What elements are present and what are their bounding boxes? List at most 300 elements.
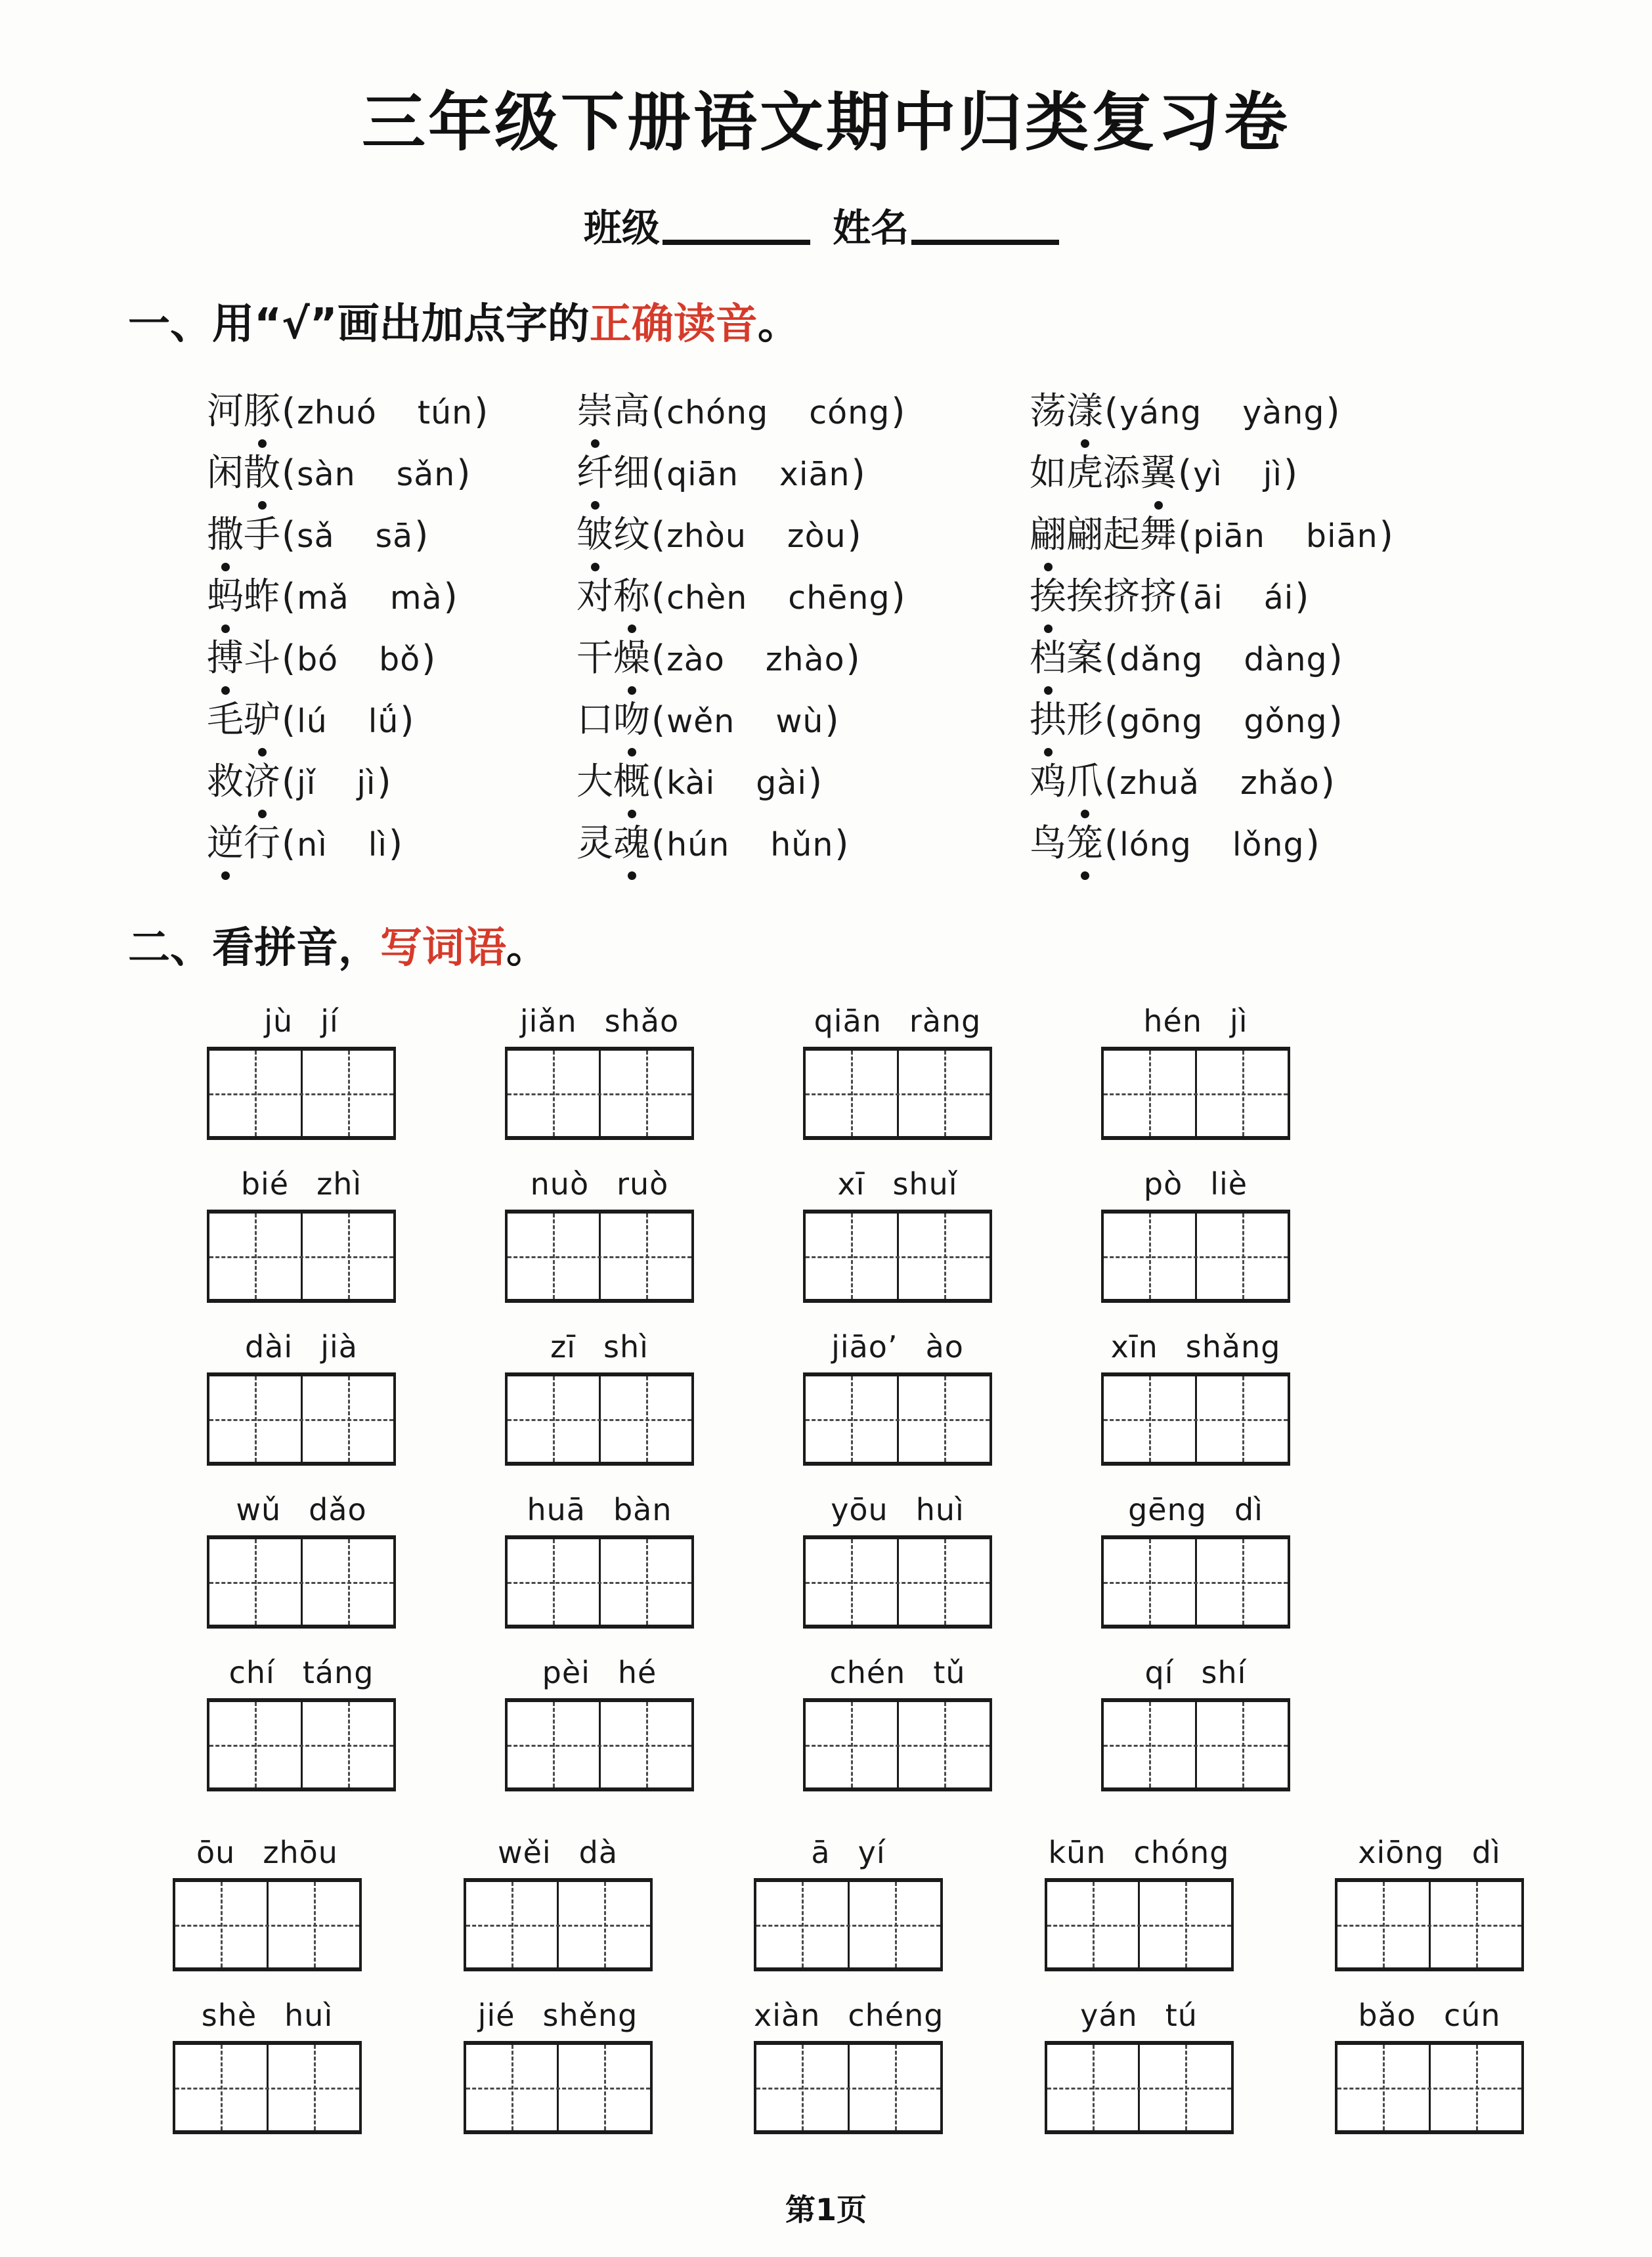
pinyin-syllable-2: chéng: [848, 1998, 944, 2033]
character-box-cell[interactable]: [756, 2045, 850, 2130]
character-box-cell[interactable]: [1104, 1539, 1197, 1625]
character-box-cell[interactable]: [175, 1882, 269, 1967]
character-box-cell[interactable]: [601, 1051, 692, 1136]
open-paren: (: [282, 823, 296, 864]
pinyin-syllable-2: táng: [302, 1655, 374, 1690]
open-paren: (: [282, 761, 296, 802]
word-item: [576, 814, 1030, 876]
pinyin-label: [803, 1329, 992, 1372]
pinyin-syllable-1: bié: [240, 1166, 290, 1202]
character-box-cell[interactable]: [559, 2045, 650, 2130]
word-item: [1030, 382, 1652, 444]
writing-box-group: [464, 2041, 653, 2134]
writing-box-group: [1335, 1878, 1524, 1971]
close-paren: ): [891, 391, 905, 432]
word-group: [1101, 1166, 1290, 1303]
character-box-cell[interactable]: [806, 1539, 899, 1625]
word-group: [505, 1003, 694, 1140]
pinyin-option-2[interactable]: sā: [375, 517, 414, 555]
writing-box-group: [1101, 1535, 1290, 1629]
dotted-character: 称: [613, 567, 650, 620]
dotted-character: 崇: [576, 382, 613, 435]
character-box-cell[interactable]: [466, 2045, 559, 2130]
writing-box-group: [803, 1047, 992, 1140]
pinyin-syllable-1: qí: [1144, 1655, 1174, 1690]
character: 翩: [1066, 514, 1103, 556]
page-number: 第1页: [785, 2192, 867, 2227]
dotted-character: 挨: [1030, 567, 1066, 620]
character-box-cell[interactable]: [601, 1539, 692, 1625]
pinyin-syllable-2: jí: [320, 1003, 339, 1039]
pinyin-syllable-2: huì: [284, 1998, 334, 2033]
pinyin-label: [803, 1655, 992, 1698]
character-box-cell[interactable]: [209, 1539, 303, 1625]
character-box-cell[interactable]: [303, 1214, 394, 1299]
character-box-cell[interactable]: [508, 1214, 601, 1299]
pinyin-syllable-2: dì: [1471, 1835, 1501, 1870]
pinyin-option-1[interactable]: wěn: [666, 703, 735, 740]
pinyin-label: [1101, 1003, 1290, 1047]
character-box-cell[interactable]: [1140, 1882, 1231, 1967]
word-group: [803, 1655, 992, 1791]
character-box-cell[interactable]: [899, 1051, 990, 1136]
pinyin-label: [505, 1492, 694, 1535]
pinyin-option-1[interactable]: āi: [1193, 579, 1223, 617]
close-paren: ): [1379, 514, 1393, 556]
character: 形: [1066, 699, 1103, 741]
pinyin-syllable-1: wǔ: [236, 1492, 282, 1527]
character-box-cell[interactable]: [209, 1214, 303, 1299]
writing-box-group: [505, 1372, 694, 1466]
character-box-cell[interactable]: [899, 1376, 990, 1462]
close-paren: ): [1328, 699, 1343, 741]
dotted-character: 纤: [576, 444, 613, 496]
writing-box-group: [754, 1878, 943, 1971]
pinyin-option-1[interactable]: mǎ: [297, 579, 349, 617]
pinyin-option-2[interactable]: hǔn: [770, 826, 834, 864]
word-item: [576, 444, 1030, 506]
word-group: [505, 1166, 694, 1303]
writing-box-group: [505, 1210, 694, 1303]
character-box-cell[interactable]: [303, 1702, 394, 1787]
dotted-character: 魂: [613, 814, 650, 867]
pinyin-syllable-1: jiǎn: [519, 1003, 577, 1039]
pinyin-syllable-1: wěi: [497, 1835, 552, 1870]
character: 鸡: [1030, 760, 1066, 803]
character-box-cell[interactable]: [850, 1882, 941, 1967]
pinyin-option-2[interactable]: gǒng: [1244, 703, 1328, 740]
name-blank-field[interactable]: [911, 207, 1059, 245]
pinyin-option-2[interactable]: zòu: [787, 517, 846, 555]
open-paren: (: [1178, 576, 1192, 617]
word-item: [576, 691, 1030, 753]
pinyin-option-1[interactable]: chóng: [666, 394, 769, 431]
pinyin-syllable-1: yán: [1080, 1998, 1138, 2033]
pinyin-label: [464, 1998, 653, 2041]
character: 河: [207, 390, 244, 433]
character-box-cell[interactable]: [1197, 1539, 1288, 1625]
word-item: [576, 753, 1030, 814]
pinyin-label: [207, 1166, 396, 1210]
character-box-cell[interactable]: [269, 2045, 360, 2130]
close-paren: ): [825, 699, 839, 741]
pinyin-option-1[interactable]: dǎng: [1119, 641, 1204, 678]
dotted-character: 概: [613, 753, 650, 805]
word-group: [207, 1329, 396, 1466]
pinyin-label: [1335, 1835, 1524, 1878]
pinyin-option-2[interactable]: dàng: [1244, 641, 1328, 678]
pinyin-option-1[interactable]: bó: [297, 641, 339, 678]
dotted-character: 济: [244, 753, 280, 805]
close-paren: ): [851, 452, 865, 494]
pinyin-syllable-2: ruò: [617, 1166, 669, 1202]
pinyin-syllable-1: ā: [811, 1835, 831, 1870]
writing-box-group: [207, 1047, 396, 1140]
pinyin-syllable-1: pèi: [542, 1655, 590, 1690]
close-paren: ): [443, 576, 458, 617]
pinyin-label: [505, 1329, 694, 1372]
open-paren: (: [1104, 823, 1119, 864]
character-box-cell[interactable]: [1431, 1882, 1522, 1967]
character-box-cell[interactable]: [756, 1882, 850, 1967]
character-box-cell[interactable]: [806, 1214, 899, 1299]
character: 闲: [207, 452, 244, 494]
dotted-character: 散: [244, 444, 280, 496]
pinyin-option-1[interactable]: lóng: [1119, 826, 1192, 864]
pinyin-option-1[interactable]: zhòu: [666, 517, 747, 555]
word-group: [505, 1329, 694, 1466]
character: 挤: [1140, 575, 1177, 618]
character-box-cell[interactable]: [850, 2045, 941, 2130]
character: 荡: [1030, 390, 1066, 433]
character-box-cell[interactable]: [209, 1376, 303, 1462]
pinyin-option-2[interactable]: tún: [417, 394, 473, 431]
pinyin-option-2[interactable]: wù: [775, 703, 824, 740]
pinyin-syllable-2: shǎo: [604, 1003, 680, 1039]
pinyin-option-1[interactable]: zhuó: [297, 394, 377, 431]
character-box-cell[interactable]: [508, 1702, 601, 1787]
word-group: [754, 1998, 943, 2134]
close-paren: ): [377, 761, 391, 802]
dotted-character: 驴: [244, 691, 280, 743]
pronunciation-column-3: [1030, 382, 1652, 876]
dotted-character: 爪: [1066, 753, 1103, 805]
character-box-cell[interactable]: [1197, 1376, 1288, 1462]
pinyin-option-1[interactable]: gōng: [1119, 703, 1204, 740]
writing-box-group: [803, 1210, 992, 1303]
pinyin-label: [1045, 1998, 1234, 2041]
pinyin-syllable-1: hén: [1143, 1003, 1203, 1039]
section2-heading-red: 写词语: [380, 924, 506, 973]
pinyin-syllable-2: hé: [617, 1655, 657, 1690]
pinyin-label: [207, 1003, 396, 1047]
character-box-cell[interactable]: [559, 1882, 650, 1967]
character-box-cell[interactable]: [1104, 1214, 1197, 1299]
close-paren: ): [400, 699, 414, 741]
pinyin-option-2[interactable]: biān: [1305, 517, 1378, 555]
pinyin-writing-exercise: [0, 1003, 1652, 2134]
character: 起: [1103, 514, 1140, 556]
pinyin-option-1[interactable]: zào: [666, 641, 725, 678]
writing-box-group: [803, 1372, 992, 1466]
pinyin-label: [1045, 1835, 1234, 1878]
pinyin-option-1[interactable]: chèn: [666, 579, 748, 617]
word-group: [754, 1835, 943, 1971]
character-box-cell[interactable]: [806, 1051, 899, 1136]
close-paren: ): [456, 452, 471, 494]
character-box-cell[interactable]: [601, 1376, 692, 1462]
name-label: 姓名: [833, 206, 909, 250]
open-paren: (: [1104, 391, 1119, 432]
pinyin-option-2[interactable]: xiān: [779, 456, 850, 493]
dotted-character: 豚: [244, 382, 280, 435]
pinyin-option-1[interactable]: jǐ: [297, 764, 316, 802]
pinyin-label: [1101, 1329, 1290, 1372]
character-box-cell[interactable]: [175, 2045, 269, 2130]
pinyin-option-1[interactable]: piān: [1193, 517, 1265, 555]
pinyin-option-1[interactable]: sǎ: [297, 517, 335, 555]
word-group: [464, 1835, 653, 1971]
writing-box-group: [505, 1047, 694, 1140]
writing-box-group: [207, 1372, 396, 1466]
open-paren: (: [651, 638, 666, 679]
character-box-cell[interactable]: [209, 1702, 303, 1787]
pinyin-option-1[interactable]: yì: [1193, 456, 1223, 493]
pinyin-syllable-2: chóng: [1133, 1835, 1230, 1870]
writing-box-group: [803, 1535, 992, 1629]
pinyin-syllable-1: xīn: [1110, 1329, 1158, 1365]
character-box-cell[interactable]: [1197, 1214, 1288, 1299]
pinyin-option-2[interactable]: zhào: [765, 641, 845, 678]
character-box-cell[interactable]: [1047, 1882, 1141, 1967]
word-group: [1335, 1998, 1524, 2134]
pinyin-option-2[interactable]: ái: [1263, 579, 1294, 617]
pronunciation-column-1: [207, 382, 576, 876]
character-box-cell[interactable]: [1104, 1051, 1197, 1136]
character: 蚱: [244, 575, 280, 618]
pinyin-syllable-2: tǔ: [933, 1655, 966, 1690]
word-group: [803, 1166, 992, 1303]
pinyin-syllable-1: pò: [1143, 1166, 1183, 1202]
open-paren: (: [282, 452, 296, 494]
pinyin-syllable-1: shè: [201, 1998, 257, 2033]
pinyin-option-2[interactable]: cóng: [809, 394, 890, 431]
close-paren: ): [414, 514, 429, 556]
word-group: [173, 1835, 362, 1971]
character-box-cell[interactable]: [1047, 2045, 1141, 2130]
open-paren: (: [282, 391, 296, 432]
word-item: [1030, 691, 1652, 753]
pinyin-label: [803, 1166, 992, 1210]
open-paren: (: [282, 576, 296, 617]
pinyin-label: [464, 1835, 653, 1878]
pinyin-label: [803, 1003, 992, 1047]
section1-heading: [128, 290, 1652, 351]
character-box-cell[interactable]: [806, 1702, 899, 1787]
open-paren: (: [1178, 452, 1192, 494]
dotted-character: 逆: [207, 814, 244, 867]
character: 添: [1103, 452, 1140, 494]
character-box-cell[interactable]: [303, 1051, 394, 1136]
character-box-cell[interactable]: [1337, 1882, 1431, 1967]
class-label: 班级: [583, 206, 660, 250]
pinyin-row-4: [207, 1492, 1290, 1629]
section2-heading: [128, 914, 1652, 975]
writing-box-group: [754, 2041, 943, 2134]
character-box-cell[interactable]: [508, 1376, 601, 1462]
pinyin-option-2[interactable]: yàng: [1242, 394, 1325, 431]
pinyin-syllable-1: nuò: [530, 1166, 590, 1202]
dotted-character: 笼: [1066, 814, 1103, 867]
writing-box-group: [173, 1878, 362, 1971]
pinyin-option-2[interactable]: jì: [1263, 456, 1282, 493]
open-paren: (: [282, 699, 296, 741]
pinyin-syllable-1: chí: [228, 1655, 275, 1690]
character: 细: [613, 452, 650, 494]
pinyin-label: [207, 1329, 396, 1372]
pinyin-option-1[interactable]: nì: [297, 826, 328, 864]
character-box-cell[interactable]: [899, 1539, 990, 1625]
close-paren: ): [474, 391, 489, 432]
word-group: [207, 1655, 396, 1791]
pinyin-syllable-2: dǎo: [309, 1492, 367, 1527]
pinyin-option-2[interactable]: jì: [357, 764, 376, 802]
pinyin-syllable-2: dì: [1234, 1492, 1263, 1527]
writing-box-group: [207, 1535, 396, 1629]
section2-heading-suffix: 。: [506, 924, 548, 973]
dotted-character: 燥: [613, 629, 650, 682]
pronunciation-exercise: [207, 382, 1652, 876]
character-box-cell[interactable]: [466, 1882, 559, 1967]
class-name-line: [0, 197, 1652, 252]
dotted-character: 漾: [1066, 382, 1103, 435]
character-box-cell[interactable]: [1197, 1051, 1288, 1136]
word-item: [1030, 814, 1652, 876]
pinyin-option-2[interactable]: lǒng: [1232, 826, 1305, 864]
word-group: [803, 1329, 992, 1466]
writing-box-group: [1045, 1878, 1234, 1971]
word-item: [1030, 444, 1652, 506]
character-box-cell[interactable]: [1104, 1702, 1197, 1787]
character: 大: [576, 760, 613, 803]
character-box-cell[interactable]: [209, 1051, 303, 1136]
pinyin-option-1[interactable]: sàn: [297, 456, 356, 493]
pinyin-option-1[interactable]: lú: [297, 703, 328, 740]
pinyin-syllable-1: gēng: [1128, 1492, 1207, 1527]
character-box-cell[interactable]: [508, 1539, 601, 1625]
dotted-character: 撒: [207, 506, 244, 558]
pinyin-option-2[interactable]: mà: [389, 579, 443, 617]
word-group: [1101, 1003, 1290, 1140]
pinyin-syllable-1: ōu: [196, 1835, 236, 1870]
word-item: [207, 691, 576, 753]
word-item: [576, 567, 1030, 629]
pinyin-label: [505, 1655, 694, 1698]
pinyin-syllable-2: shì: [603, 1329, 649, 1365]
pinyin-option-1[interactable]: hún: [666, 826, 730, 864]
pinyin-syllable-2: jià: [320, 1329, 358, 1365]
character: 鸟: [1030, 822, 1066, 865]
open-paren: (: [651, 576, 666, 617]
pinyin-option-2[interactable]: lǘ: [368, 703, 399, 740]
word-item: [207, 753, 576, 814]
character-box-cell[interactable]: [1431, 2045, 1522, 2130]
dotted-character: 吻: [613, 691, 650, 743]
writing-box-group: [803, 1698, 992, 1791]
character-box-cell[interactable]: [508, 1051, 601, 1136]
character-box-cell[interactable]: [1337, 2045, 1431, 2130]
dotted-character: 拱: [1030, 691, 1066, 743]
pinyin-option-1[interactable]: kài: [666, 764, 716, 802]
word-item: [207, 444, 576, 506]
pinyin-label: [505, 1003, 694, 1047]
writing-box-group: [1101, 1047, 1290, 1140]
pinyin-syllable-1: xiàn: [754, 1998, 821, 2033]
pinyin-label: [1101, 1492, 1290, 1535]
close-paren: ): [891, 576, 905, 617]
character: 高: [613, 390, 650, 433]
pinyin-row-6: [173, 1835, 1524, 1971]
pinyin-option-1[interactable]: qiān: [666, 456, 739, 493]
pinyin-label: [505, 1166, 694, 1210]
writing-box-group: [1101, 1210, 1290, 1303]
close-paren: ): [1320, 761, 1335, 802]
pinyin-label: [754, 1998, 943, 2041]
dotted-character: 蚂: [207, 567, 244, 620]
character: 手: [244, 514, 280, 556]
pinyin-syllable-2: bàn: [613, 1492, 672, 1527]
character-box-cell[interactable]: [1104, 1376, 1197, 1462]
character-box-cell[interactable]: [303, 1539, 394, 1625]
character-box-cell[interactable]: [303, 1376, 394, 1462]
pinyin-option-2[interactable]: bǒ: [379, 641, 421, 678]
character-box-cell[interactable]: [601, 1702, 692, 1787]
character-box-cell[interactable]: [601, 1214, 692, 1299]
word-group: [803, 1003, 992, 1140]
pinyin-label: [754, 1835, 943, 1878]
open-paren: (: [651, 391, 666, 432]
word-item: [207, 506, 576, 567]
pinyin-option-2[interactable]: gài: [756, 764, 807, 802]
word-group: [505, 1655, 694, 1791]
pinyin-option-1[interactable]: yáng: [1119, 394, 1202, 431]
section2-heading-prefix: 二、看拼音，: [128, 924, 380, 973]
pinyin-syllable-1: bǎo: [1358, 1998, 1416, 2033]
pinyin-option-2[interactable]: sǎn: [396, 456, 456, 493]
pinyin-syllable-2: zhì: [316, 1166, 362, 1202]
pinyin-option-2[interactable]: chēng: [788, 579, 890, 617]
character-box-cell[interactable]: [899, 1702, 990, 1787]
class-blank-field[interactable]: [663, 207, 810, 245]
word-item: [1030, 753, 1652, 814]
character: 纹: [613, 514, 650, 556]
character-box-cell[interactable]: [1140, 2045, 1231, 2130]
word-group: [505, 1492, 694, 1629]
character-box-cell[interactable]: [269, 1882, 360, 1967]
open-paren: (: [1104, 761, 1119, 802]
pinyin-syllable-1: kūn: [1048, 1835, 1106, 1870]
pinyin-option-2[interactable]: zhǎo: [1240, 764, 1320, 802]
pinyin-option-1[interactable]: zhuǎ: [1119, 764, 1200, 802]
close-paren: ): [846, 638, 860, 679]
pinyin-option-2[interactable]: lì: [368, 826, 387, 864]
character-box-cell[interactable]: [806, 1376, 899, 1462]
open-paren: (: [282, 638, 296, 679]
character-box-cell[interactable]: [899, 1214, 990, 1299]
section1-heading-prefix: 一、用“√”画出加点字的: [128, 300, 590, 349]
close-paren: ): [1328, 638, 1343, 679]
character-box-cell[interactable]: [1197, 1702, 1288, 1787]
